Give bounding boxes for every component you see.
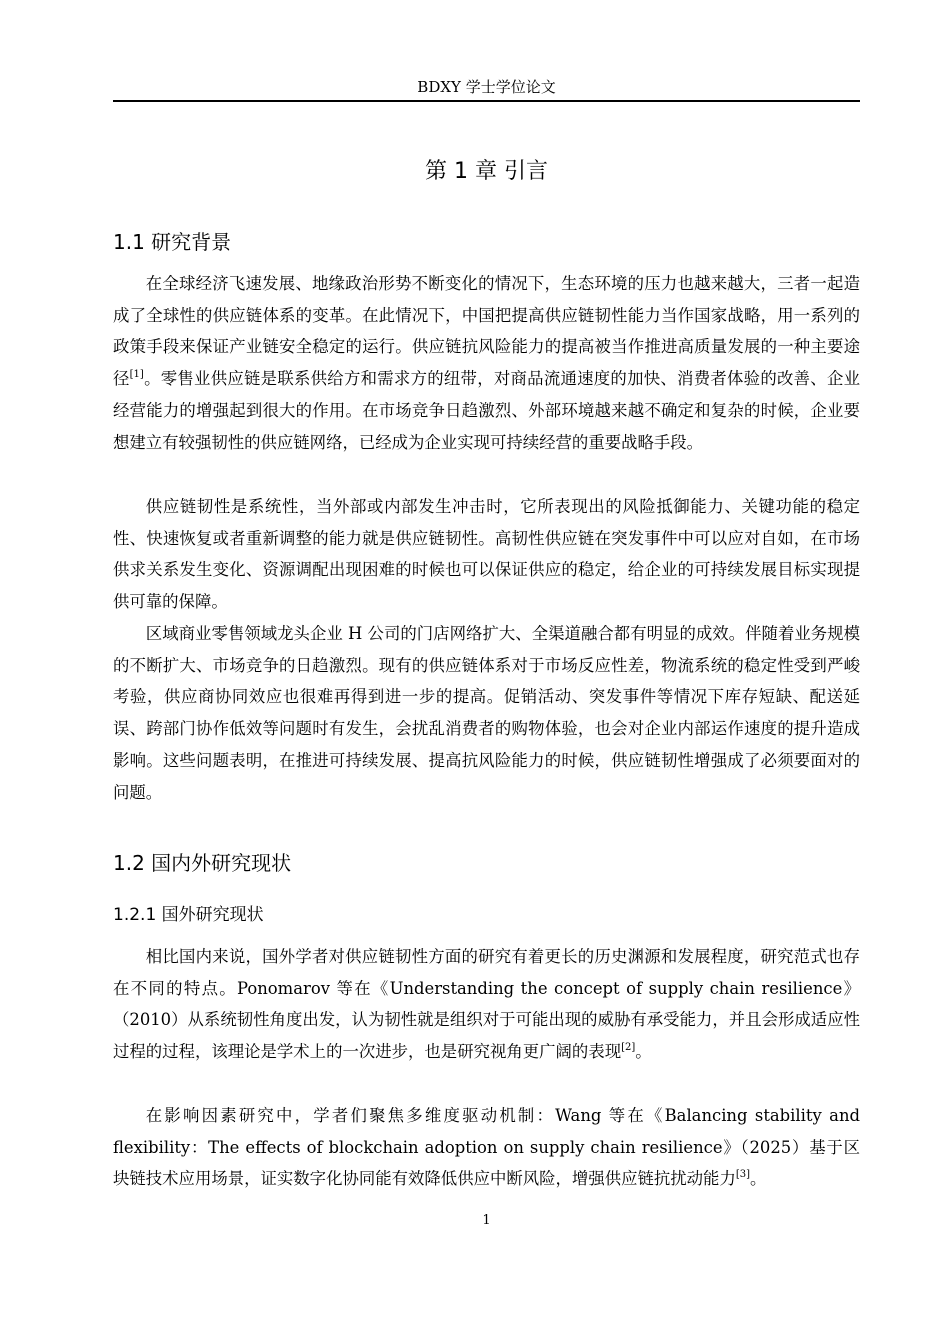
paragraph-text: 。零售业供应链是联系供给方和需求方的纽带，对商品流通速度的加快、消费者体验的改善、企业经营能力的增强起到很大的作用。在市场竞争日趋激烈、外部环境越来越不确定和复杂的时候，企业要想建立有较强韧性的供应链网络，已经成为企业实现可持续经营的重要战略手段。 xyxy=(113,369,860,452)
paragraph-text: 相比国内来说，国外学者对供应链韧性方面的研究有着更长的历史渊源和发展程度，研究范式也存在不同的特点。Ponomarov 等在《Understanding the concept of supply chain resilience》（2010）从系统韧性角度出发，认为韧性就是组织对于可能出现的威胁有承受能力，并且会形成适应性过程的过程，该理论是学术上的一次进步，也是研究视角更广阔的表现 xyxy=(113,947,860,1062)
citation-ref-3: [3] xyxy=(735,1169,751,1181)
paragraph-background-2: 供应链韧性是系统性，当外部或内部发生冲击时，它所表现出的风险抵御能力、关键功能的稳定性、快速恢复或者重新调整的能力就是供应链韧性。高韧性供应链在突发事件中可以应对自如，在市场供求关系发生变化、资源调配出现困难的时候也可以保证供应的稳定，给企业的可持续发展目标实现提供可靠的保障。 xyxy=(113,497,860,612)
subsection-heading-1-2-1: 1.2.1 国外研究现状 xyxy=(113,905,264,925)
chapter-title: 第 1 章 引言 xyxy=(425,159,548,184)
header-rule xyxy=(113,100,860,102)
page-number: 1 xyxy=(482,1213,491,1228)
section-heading-1-1: 1.1 研究背景 xyxy=(113,230,232,254)
paragraph-text: 在全球经济飞速发展、地缘政治形势不断变化的情况下，生态环境的压力也越来越大，三者一起造成了全球性的供应链体系的变革。在此情况下，中国把提高供应链韧性能力当作国家战略，用一系列的政策手段来保证产业链安全稳定的运行。供应链抗风险能力的提高被当作推进高质量发展的一种主要途径 xyxy=(113,274,860,389)
section-heading-1-2: 1.2 国内外研究现状 xyxy=(113,851,292,875)
paragraph-background-1 xyxy=(113,268,860,458)
citation-ref-1: [1] xyxy=(129,369,144,381)
running-header: BDXY 学士学位论文 xyxy=(417,78,556,96)
paragraph-text: 。 xyxy=(635,1042,652,1062)
paragraph-text: 。 xyxy=(750,1169,767,1189)
citation-ref-2: [2] xyxy=(621,1042,636,1054)
paragraph-background-3: 区域商业零售领域龙头企业 H 公司的门店网络扩大、全渠道融合都有明显的成效。伴随着业务规模的不断扩大、市场竞争的日趋激烈。现有的供应链体系对于市场反应性差，物流系统的稳定性受到严峻考验，供应商协同效应也很难再得到进一步的提高。促销活动、突发事件等情况下库存短缺、配送延误、跨部门协作低效等问题时有发生，会扰乱消费者的购物体验，也会对企业内部运作速度的提升造成影响。这些问题表明，在推进可持续发展、提高抗风险能力的时候，供应链韧性增强成了必须要面对的问题。 xyxy=(113,624,860,802)
paragraph-text: 在影响因素研究中，学者们聚焦多维度驱动机制：Wang 等在《Balancing stability and flexibility：The effects of blockchain adoption on supply chain resilience》（2025）基于区块链技术应用场景，证实数字化协同能有效降低供应中断风险，增强供应链抗扰动能力 xyxy=(113,1106,860,1189)
paragraph-foreign-research-1 xyxy=(113,941,860,1068)
paragraph-foreign-research-2 xyxy=(113,1100,860,1195)
